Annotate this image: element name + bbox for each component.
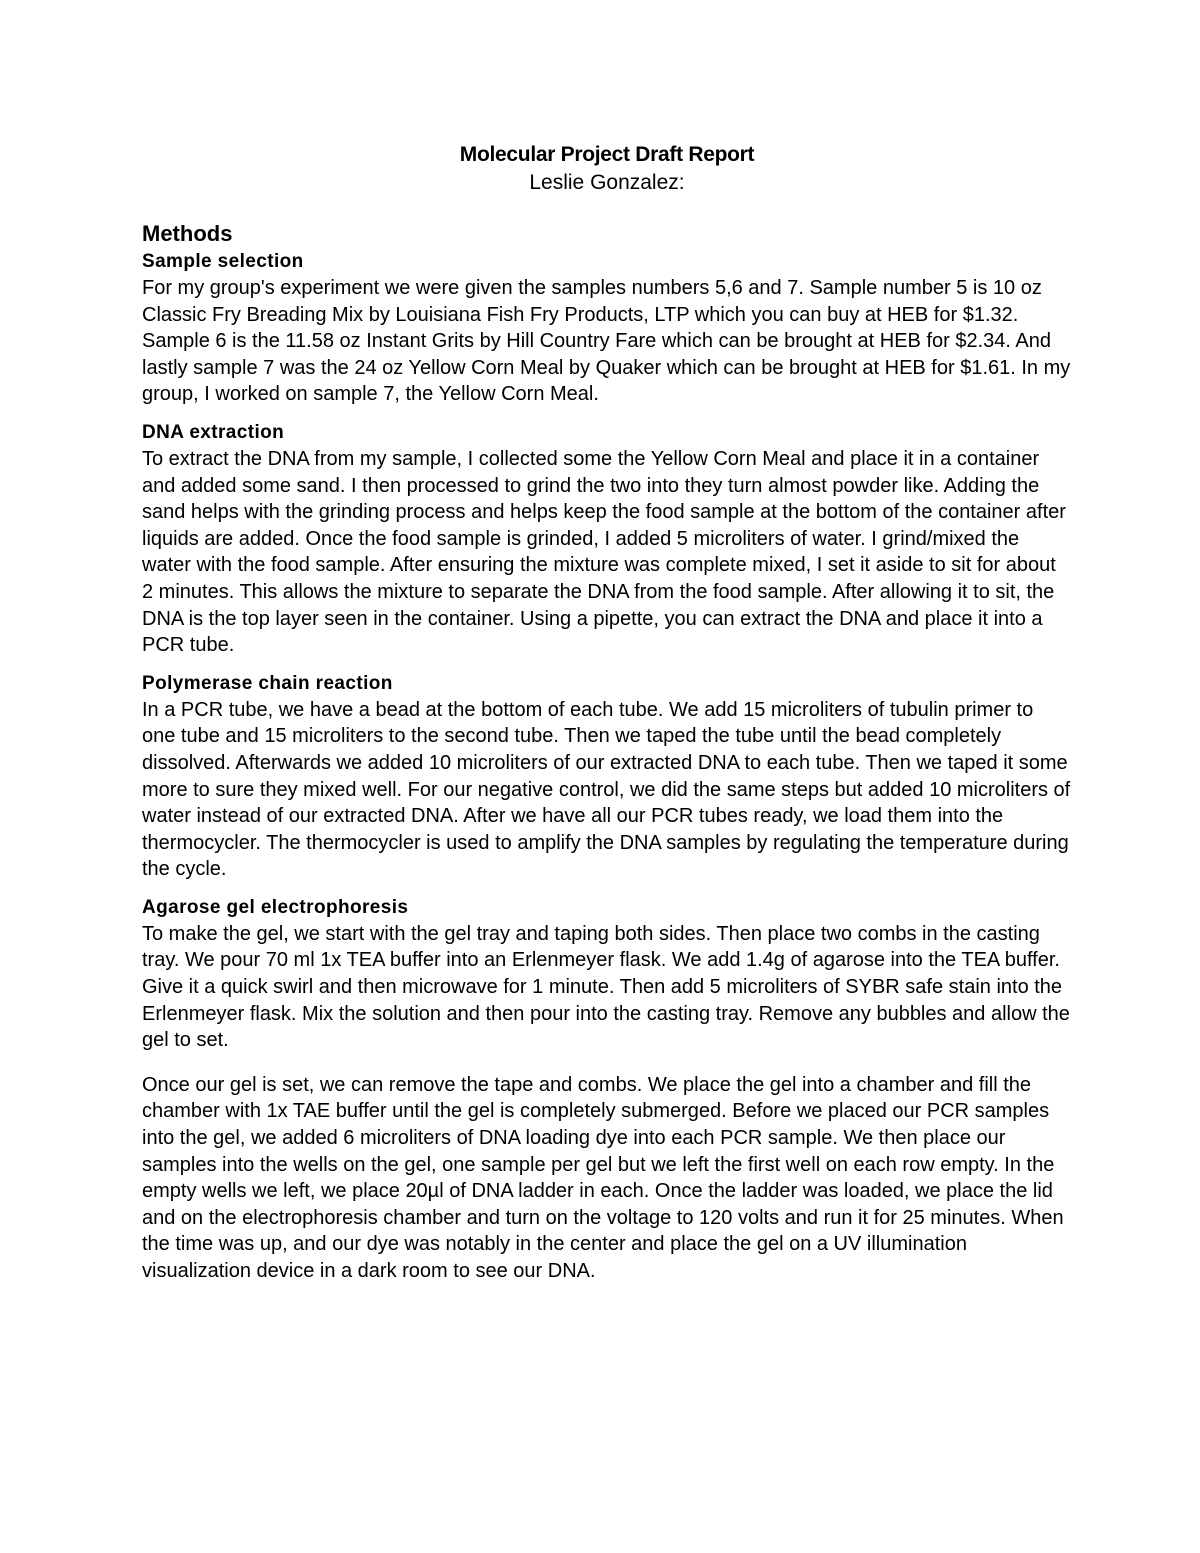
document-author: Leslie Gonzalez: [529, 171, 685, 194]
paragraph: In a PCR tube, we have a bead at the bottom of each tube. We add 15 microliters of tubulin primer to one tube and 15 microliters to the second tube. Then we taped the tube until the bead completely dissolved. Afterwards we added 10 microliters of our extracted DNA to each tube. Then we taped it some more to sure they mixed well. For our negative control, we did the same steps but added 10 microliters of water instead of our extracted DNA. After we have all our PCR tubes ready, we load them into the thermocycler. The thermocycler is used to amplify the DNA samples by regulating the temperature during the cycle. [142, 698, 1071, 881]
section-heading-methods: Methods [142, 221, 233, 246]
subsection-heading: Polymerase chain reaction [142, 672, 393, 694]
subsection-polymerase-chain-reaction [142, 671, 1072, 883]
paragraph: To extract the DNA from my sample, I collected some the Yellow Corn Meal and place it in a container and added some sand. I then processed to grind the two into they turn almost powder like. Adding the sand helps with the grinding process and helps keep the food sample at the bottom of the container after liquids are added. Once the food sample is grinded, I added 5 microliters of water. I grind/mixed the water with the food sample. After ensuring the mixture was complete mixed, I set it aside to sit for about 2 minutes. This allows the mixture to separate the DNA from the food sample. After allowing it to sit, the DNA is the top layer seen in the container. Using a pipette, you can extract the DNA and place it into a PCR tube. [142, 447, 1066, 657]
paragraph: For my group's experiment we were given the samples numbers 5,6 and 7. Sample number 5 is 10 oz Classic Fry Breading Mix by Louisiana Fish Fry Products, LTP which you can buy at HEB for $1.32. Sample 6 is the 11.58 oz Instant Grits by Hill Country Fare which can be brought at HEB for $2.34. And lastly sample 7 was the 24 oz Yellow Corn Meal by Quaker which can be brought at HEB for $1.61. In my group, I worked on sample 7, the Yellow Corn Meal. [142, 277, 1071, 406]
subsection-heading: Sample selection [142, 251, 304, 272]
subsection-agarose-gel-electrophoresis [142, 895, 1072, 1285]
subsection-dna-extraction [142, 420, 1072, 659]
document-title: Molecular Project Draft Report [459, 143, 755, 166]
subsection-heading: Agarose gel electrophoresis [142, 896, 409, 918]
subsection-heading: DNA extraction [142, 421, 285, 443]
paragraph: To make the gel, we start with the gel tray and taping both sides. Then place two combs in the casting tray. We pour 70 ml 1x TEA buffer into an Erlenmeyer flask. We add 1.4g of agarose into the TEA buffer. Give it a quick swirl and then microwave for 1 minute. Then add 5 microliters of SYBR safe stain into the Erlenmeyer flask. Mix the solution and then pour into the casting tray. Remove any bubbles and allow the gel to set. [142, 922, 1070, 1052]
subsection-sample-selection [142, 249, 1072, 408]
paragraph: Once our gel is set, we can remove the tape and combs. We place the gel into a chamber and fill the chamber with 1x TAE buffer until the gel is completely submerged. Before we placed our PCR samples into the gel, we added 6 microliters of DNA loading dye into each PCR sample. We then place our samples into the wells on the gel, one sample per gel but we left the first well on each row empty. In the empty wells we left, we place 20µl of DNA ladder in each. Once the ladder was loaded, we place the lid and on the electrophoresis chamber and turn on the voltage to 120 volts and run it for 25 minutes. When the time was up, and our dye was notably in the center and place the gel on a UV illumination visualization device in a dark room to see our DNA. [142, 1073, 1064, 1282]
document-body [142, 141, 1072, 1285]
